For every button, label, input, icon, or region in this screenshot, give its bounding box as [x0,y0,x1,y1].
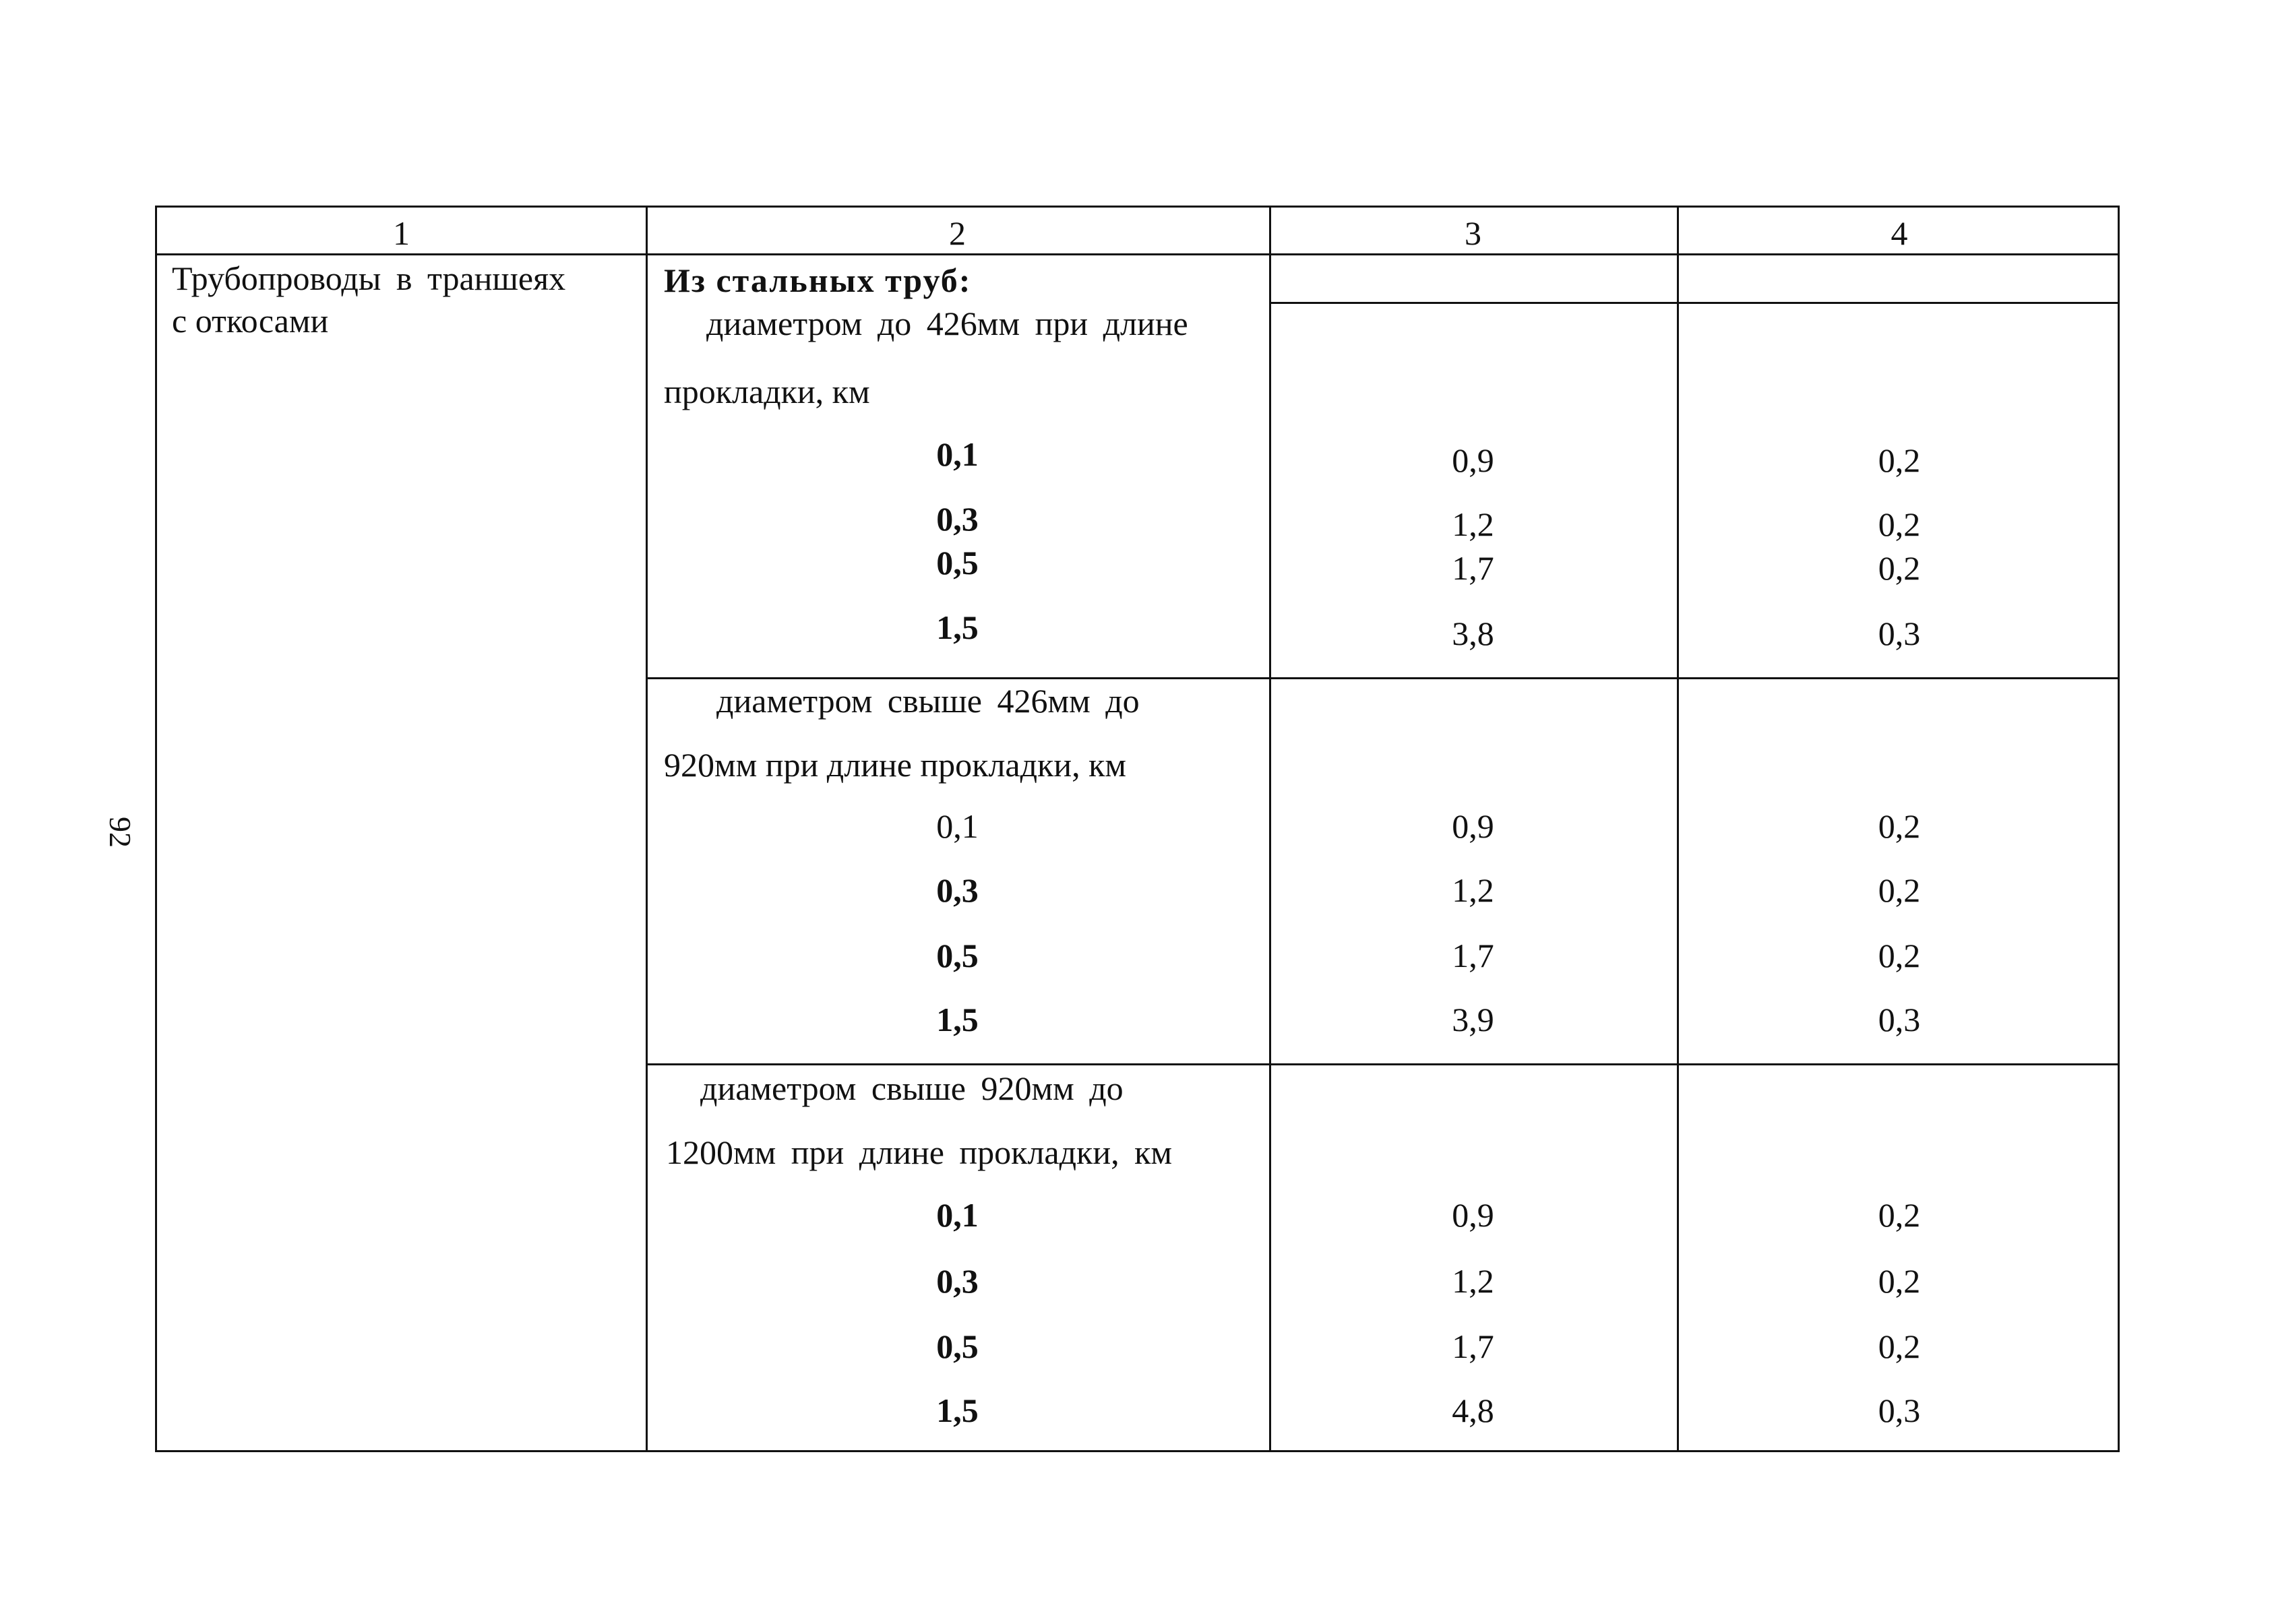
group-2-col4-value: 0,2 [1878,807,1921,845]
page-number: 92 [103,817,137,848]
group-1-col4-value: 0,3 [1878,615,1921,652]
group-3-col4-value: 0,2 [1878,1328,1921,1365]
group-1-col3-value: 0,9 [1452,441,1494,479]
header-col-3: 3 [1465,214,1481,252]
group-1-col4-value: 0,2 [1878,441,1921,479]
group-divider-2 [646,1063,2118,1065]
group-2-length: 1,5 [936,1001,979,1038]
group-2-col3-value: 0,9 [1452,807,1494,845]
group-2-col4-value: 0,2 [1878,871,1921,909]
group-2-col3-value: 1,7 [1452,937,1494,974]
header-col-2: 2 [949,214,966,252]
header-col-1: 1 [393,214,410,252]
group-2-desc-line-1: диаметром свыше 426мм до [716,682,1140,720]
group-2-col4-value: 0,3 [1878,1001,1921,1038]
group-3-desc-line-1: диаметром свыше 920мм до [700,1069,1124,1107]
material-heading: Из стальных труб: [664,261,972,299]
group-2-length: 0,1 [936,807,979,845]
group-3-col3-value: 4,8 [1452,1392,1494,1429]
group-3-col3-value: 1,2 [1452,1262,1494,1300]
material-divider [1269,302,2118,304]
group-2-length: 0,3 [936,871,979,909]
row-name-line-1: Трубопроводы в траншеях [172,259,566,297]
header-divider [157,253,2118,255]
group-1-length: 0,3 [936,500,979,538]
group-3-length: 0,1 [936,1196,979,1234]
group-3-col4-value: 0,3 [1878,1392,1921,1429]
group-1-col4-value: 0,2 [1878,505,1921,543]
group-1-length: 1,5 [936,608,979,646]
group-3-col4-value: 0,2 [1878,1262,1921,1300]
group-divider-1 [646,677,2118,679]
group-2-length: 0,5 [936,937,979,974]
row-name-line-2: с откосами [172,302,329,340]
group-2-col3-value: 1,2 [1452,871,1494,909]
group-3-col4-value: 0,2 [1878,1196,1921,1234]
group-3-length: 1,5 [936,1392,979,1429]
data-table [155,206,2120,1452]
group-3-col3-value: 0,9 [1452,1196,1494,1234]
group-3-col3-value: 1,7 [1452,1328,1494,1365]
group-1-desc-line-2: прокладки, км [664,373,870,410]
group-1-col3-value: 1,7 [1452,549,1494,587]
group-1-col3-value: 3,8 [1452,615,1494,652]
group-2-col4-value: 0,2 [1878,937,1921,974]
header-col-4: 4 [1891,214,1908,252]
group-1-col4-value: 0,2 [1878,549,1921,587]
group-2-col3-value: 3,9 [1452,1001,1494,1038]
group-1-length: 0,1 [936,435,979,473]
group-2-desc-line-2: 920мм при длине прокладки, км [664,746,1127,784]
group-1-desc-line-1: диаметром до 426мм при длине [706,305,1188,342]
group-3-length: 0,5 [936,1328,979,1365]
group-3-desc-line-2: 1200мм при длине прокладки, км [666,1133,1173,1171]
group-1-col3-value: 1,2 [1452,505,1494,543]
group-3-length: 0,3 [936,1262,979,1300]
group-1-length: 0,5 [936,544,979,582]
